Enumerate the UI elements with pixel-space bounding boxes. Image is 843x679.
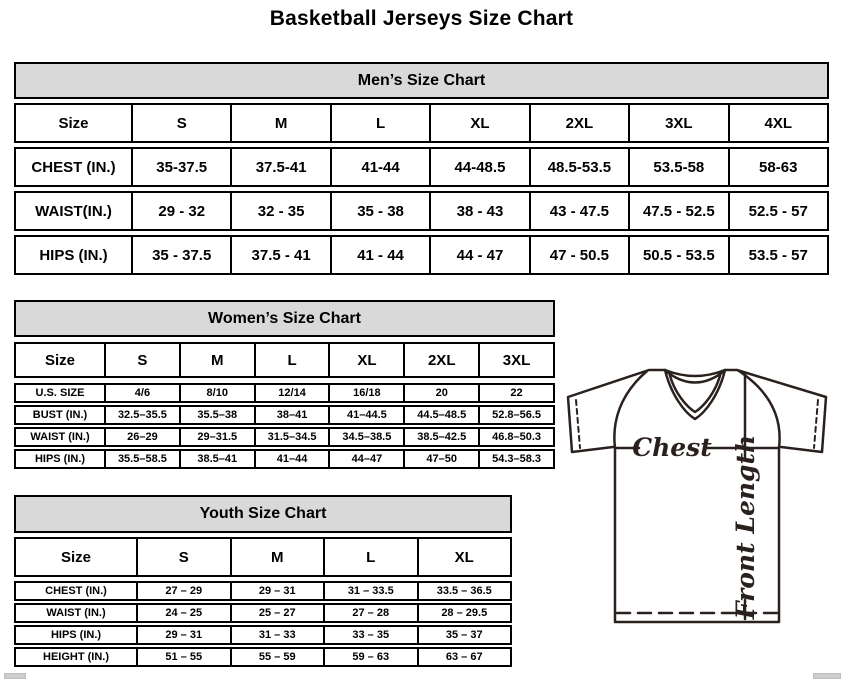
value-cell: 20 bbox=[403, 385, 478, 401]
value-cell: 52.8–56.5 bbox=[478, 407, 553, 423]
value-cell: 54.3–58.3 bbox=[478, 451, 553, 467]
value-cell: 38 - 43 bbox=[429, 193, 528, 229]
value-cell: 32.5–35.5 bbox=[104, 407, 179, 423]
women-size-header-row bbox=[14, 342, 555, 378]
size-header-cell: 3XL bbox=[628, 105, 727, 141]
value-cell: 51 – 55 bbox=[136, 649, 230, 665]
row-label-cell: BUST (IN.) bbox=[32, 409, 88, 421]
men-table-row bbox=[14, 191, 829, 231]
value-cell: 35 – 37 bbox=[417, 627, 511, 643]
jersey-measurement-diagram bbox=[555, 355, 843, 645]
women-table-row bbox=[14, 405, 555, 425]
value-cell: 52.5 - 57 bbox=[728, 193, 827, 229]
value-cell: 47 - 50.5 bbox=[529, 237, 628, 273]
youth-size-chart-table bbox=[14, 495, 512, 667]
horizontal-scrollbar-fragment-left[interactable] bbox=[4, 673, 26, 679]
youth-table-row bbox=[14, 603, 512, 623]
value-cell: 31 – 33.5 bbox=[323, 583, 417, 599]
row-label-cell: WAIST(IN.) bbox=[35, 202, 112, 220]
value-cell: 58-63 bbox=[728, 149, 827, 185]
row-label-cell: HIPS (IN.) bbox=[34, 453, 86, 465]
value-cell: 4/6 bbox=[104, 385, 179, 401]
women-table-title: Women’s Size Chart bbox=[14, 300, 555, 337]
value-cell: 29 – 31 bbox=[230, 583, 324, 599]
value-cell: 35 - 37.5 bbox=[131, 237, 230, 273]
value-cell: 8/10 bbox=[179, 385, 254, 401]
value-cell: 44-48.5 bbox=[429, 149, 528, 185]
men-size-header-row bbox=[14, 103, 829, 143]
value-cell: 41-44 bbox=[330, 149, 429, 185]
value-cell: 28 – 29.5 bbox=[417, 605, 511, 621]
value-cell: 53.5-58 bbox=[628, 149, 727, 185]
right-cuff-dashed-seam bbox=[814, 400, 818, 448]
youth-table-row bbox=[14, 581, 512, 601]
value-cell: 34.5–38.5 bbox=[328, 429, 403, 445]
value-cell: 46.8–50.3 bbox=[478, 429, 553, 445]
value-cell: 29 – 31 bbox=[136, 627, 230, 643]
value-cell: 43 - 47.5 bbox=[529, 193, 628, 229]
value-cell: 35-37.5 bbox=[131, 149, 230, 185]
value-cell: 37.5 - 41 bbox=[230, 237, 329, 273]
men-table-row bbox=[14, 147, 829, 187]
size-header-cell: L bbox=[323, 539, 417, 575]
value-cell: 12/14 bbox=[254, 385, 329, 401]
value-cell: 44.5–48.5 bbox=[403, 407, 478, 423]
value-cell: 33 – 35 bbox=[323, 627, 417, 643]
size-header-cell: 3XL bbox=[478, 344, 553, 376]
value-cell: 32 - 35 bbox=[230, 193, 329, 229]
value-cell: 29–31.5 bbox=[179, 429, 254, 445]
value-cell: 44–47 bbox=[328, 451, 403, 467]
value-cell: 47.5 - 52.5 bbox=[628, 193, 727, 229]
row-label-cell: HIPS (IN.) bbox=[50, 629, 102, 641]
value-cell: 38–41 bbox=[254, 407, 329, 423]
women-table-row bbox=[14, 427, 555, 447]
men-table-title: Men’s Size Chart bbox=[14, 62, 829, 99]
women-table-row bbox=[14, 449, 555, 469]
value-cell: 16/18 bbox=[328, 385, 403, 401]
horizontal-scrollbar-fragment-right[interactable] bbox=[813, 673, 841, 679]
value-cell: 41–44 bbox=[254, 451, 329, 467]
value-cell: 50.5 - 53.5 bbox=[628, 237, 727, 273]
womens-size-chart-table bbox=[14, 300, 555, 469]
row-label-cell: WAIST (IN.) bbox=[46, 607, 106, 619]
value-cell: 33.5 – 36.5 bbox=[417, 583, 511, 599]
value-cell: 48.5-53.5 bbox=[529, 149, 628, 185]
value-cell: 31 – 33 bbox=[230, 627, 324, 643]
value-cell: 25 – 27 bbox=[230, 605, 324, 621]
size-header-cell: S bbox=[131, 105, 230, 141]
youth-table-row bbox=[14, 647, 512, 667]
value-cell: 63 – 67 bbox=[417, 649, 511, 665]
value-cell: 35.5–58.5 bbox=[104, 451, 179, 467]
row-label-cell: WAIST (IN.) bbox=[30, 431, 90, 443]
size-header-cell: S bbox=[136, 539, 230, 575]
value-cell: 22 bbox=[478, 385, 553, 401]
row-label-cell: U.S. SIZE bbox=[35, 387, 85, 399]
value-cell: 24 – 25 bbox=[136, 605, 230, 621]
collar-back-outer bbox=[665, 370, 725, 376]
youth-size-header-row bbox=[14, 537, 512, 577]
page-title: Basketball Jerseys Size Chart bbox=[269, 7, 574, 30]
chest-label: Chest bbox=[632, 433, 712, 462]
row-label-cell: HIPS (IN.) bbox=[39, 246, 108, 264]
value-cell: 47–50 bbox=[403, 451, 478, 467]
size-header-cell: XL bbox=[328, 344, 403, 376]
size-header-cell: M bbox=[230, 105, 329, 141]
row-label-cell: CHEST (IN.) bbox=[45, 585, 107, 597]
youth-table-title: Youth Size Chart bbox=[14, 495, 512, 533]
size-column-header: Size bbox=[44, 351, 75, 369]
size-header-cell: 2XL bbox=[403, 344, 478, 376]
row-label-cell: CHEST (IN.) bbox=[31, 158, 116, 176]
size-header-cell: L bbox=[330, 105, 429, 141]
value-cell: 26–29 bbox=[104, 429, 179, 445]
value-cell: 37.5-41 bbox=[230, 149, 329, 185]
value-cell: 59 – 63 bbox=[323, 649, 417, 665]
mens-size-chart-table bbox=[14, 62, 829, 275]
size-header-cell: XL bbox=[417, 539, 511, 575]
size-header-cell: M bbox=[230, 539, 324, 575]
value-cell: 55 – 59 bbox=[230, 649, 324, 665]
row-label-cell: HEIGHT (IN.) bbox=[43, 651, 109, 663]
size-header-cell: L bbox=[254, 344, 329, 376]
value-cell: 38.5–42.5 bbox=[403, 429, 478, 445]
women-table-row bbox=[14, 383, 555, 403]
value-cell: 35.5–38 bbox=[179, 407, 254, 423]
value-cell: 41–44.5 bbox=[328, 407, 403, 423]
value-cell: 27 – 28 bbox=[323, 605, 417, 621]
size-header-cell: 4XL bbox=[728, 105, 827, 141]
size-column-header: Size bbox=[58, 114, 89, 132]
size-column-header: Size bbox=[60, 548, 91, 566]
value-cell: 27 – 29 bbox=[136, 583, 230, 599]
value-cell: 41 - 44 bbox=[330, 237, 429, 273]
front-length-label: Front Length bbox=[731, 434, 760, 620]
value-cell: 35 - 38 bbox=[330, 193, 429, 229]
size-header-cell: XL bbox=[429, 105, 528, 141]
value-cell: 53.5 - 57 bbox=[728, 237, 827, 273]
left-cuff-dashed-seam bbox=[576, 400, 580, 448]
size-header-cell: S bbox=[104, 344, 179, 376]
men-table-row bbox=[14, 235, 829, 275]
size-header-cell: M bbox=[179, 344, 254, 376]
value-cell: 44 - 47 bbox=[429, 237, 528, 273]
value-cell: 38.5–41 bbox=[179, 451, 254, 467]
size-header-cell: 2XL bbox=[529, 105, 628, 141]
youth-table-row bbox=[14, 625, 512, 645]
value-cell: 31.5–34.5 bbox=[254, 429, 329, 445]
value-cell: 29 - 32 bbox=[131, 193, 230, 229]
